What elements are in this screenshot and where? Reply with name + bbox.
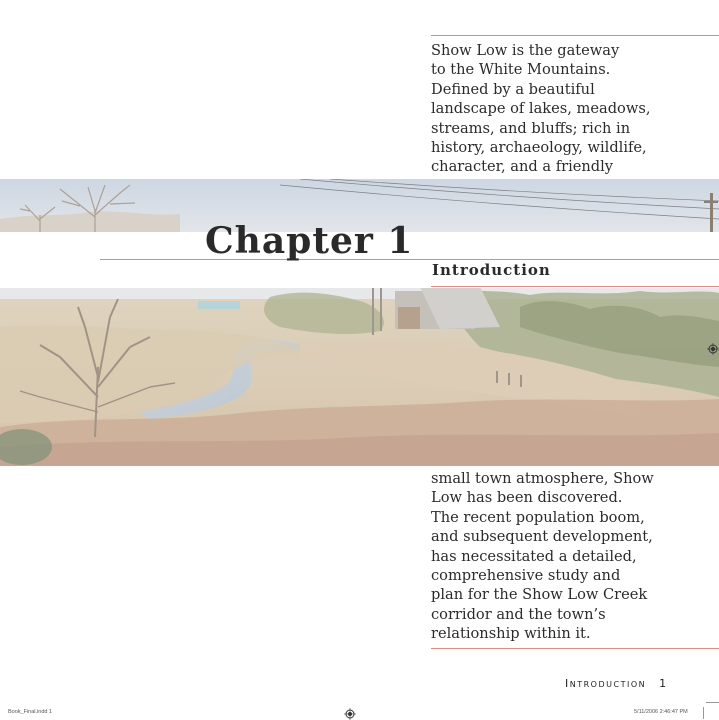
slug-date-info: 5/11/2006 2:46:47 PM	[634, 709, 688, 715]
body-line: Defined by a beautiful	[431, 80, 595, 98]
body-line: comprehensive study and	[431, 567, 621, 585]
body-line: to the White Mountains.	[431, 61, 611, 79]
body-text-bottom	[431, 469, 671, 644]
body-line: has necessitated a detailed,	[431, 547, 637, 565]
registration-mark-icon	[707, 343, 719, 355]
chapter-title: Chapter 1	[205, 220, 414, 262]
chapter-subtitle: Introduction	[432, 261, 551, 279]
body-line: small town atmosphere, Show	[431, 470, 654, 487]
body-line: plan for the Show Low Creek	[431, 586, 648, 604]
slug-file-info: Book_Final.indd 1	[8, 709, 53, 715]
landscape-photo-bottom	[0, 287, 719, 466]
crop-mark	[703, 707, 704, 719]
body-line: Show Low is the gateway	[431, 42, 620, 59]
running-head-label: Introduction	[565, 677, 647, 690]
body-line: and subsequent development,	[431, 528, 653, 546]
top-rule	[431, 35, 719, 36]
running-foot	[565, 677, 668, 690]
body-line: relationship within it.	[431, 625, 591, 643]
body-line: history, archaeology, wildlife,	[431, 139, 647, 157]
body-line: streams, and bluffs; rich in	[431, 119, 631, 137]
crop-mark	[706, 702, 719, 703]
body-line: Low has been discovered.	[431, 489, 623, 507]
body-line: The recent population boom,	[431, 508, 645, 526]
body-line: corridor and the town’s	[431, 605, 606, 623]
page-number: 1	[659, 677, 668, 690]
body-text-top	[431, 41, 671, 177]
subtitle-rule	[431, 286, 719, 287]
registration-mark-icon	[344, 708, 356, 720]
bottom-rule	[431, 648, 719, 649]
body-line: character, and a friendly	[431, 158, 614, 176]
body-line: landscape of lakes, meadows,	[431, 100, 651, 118]
